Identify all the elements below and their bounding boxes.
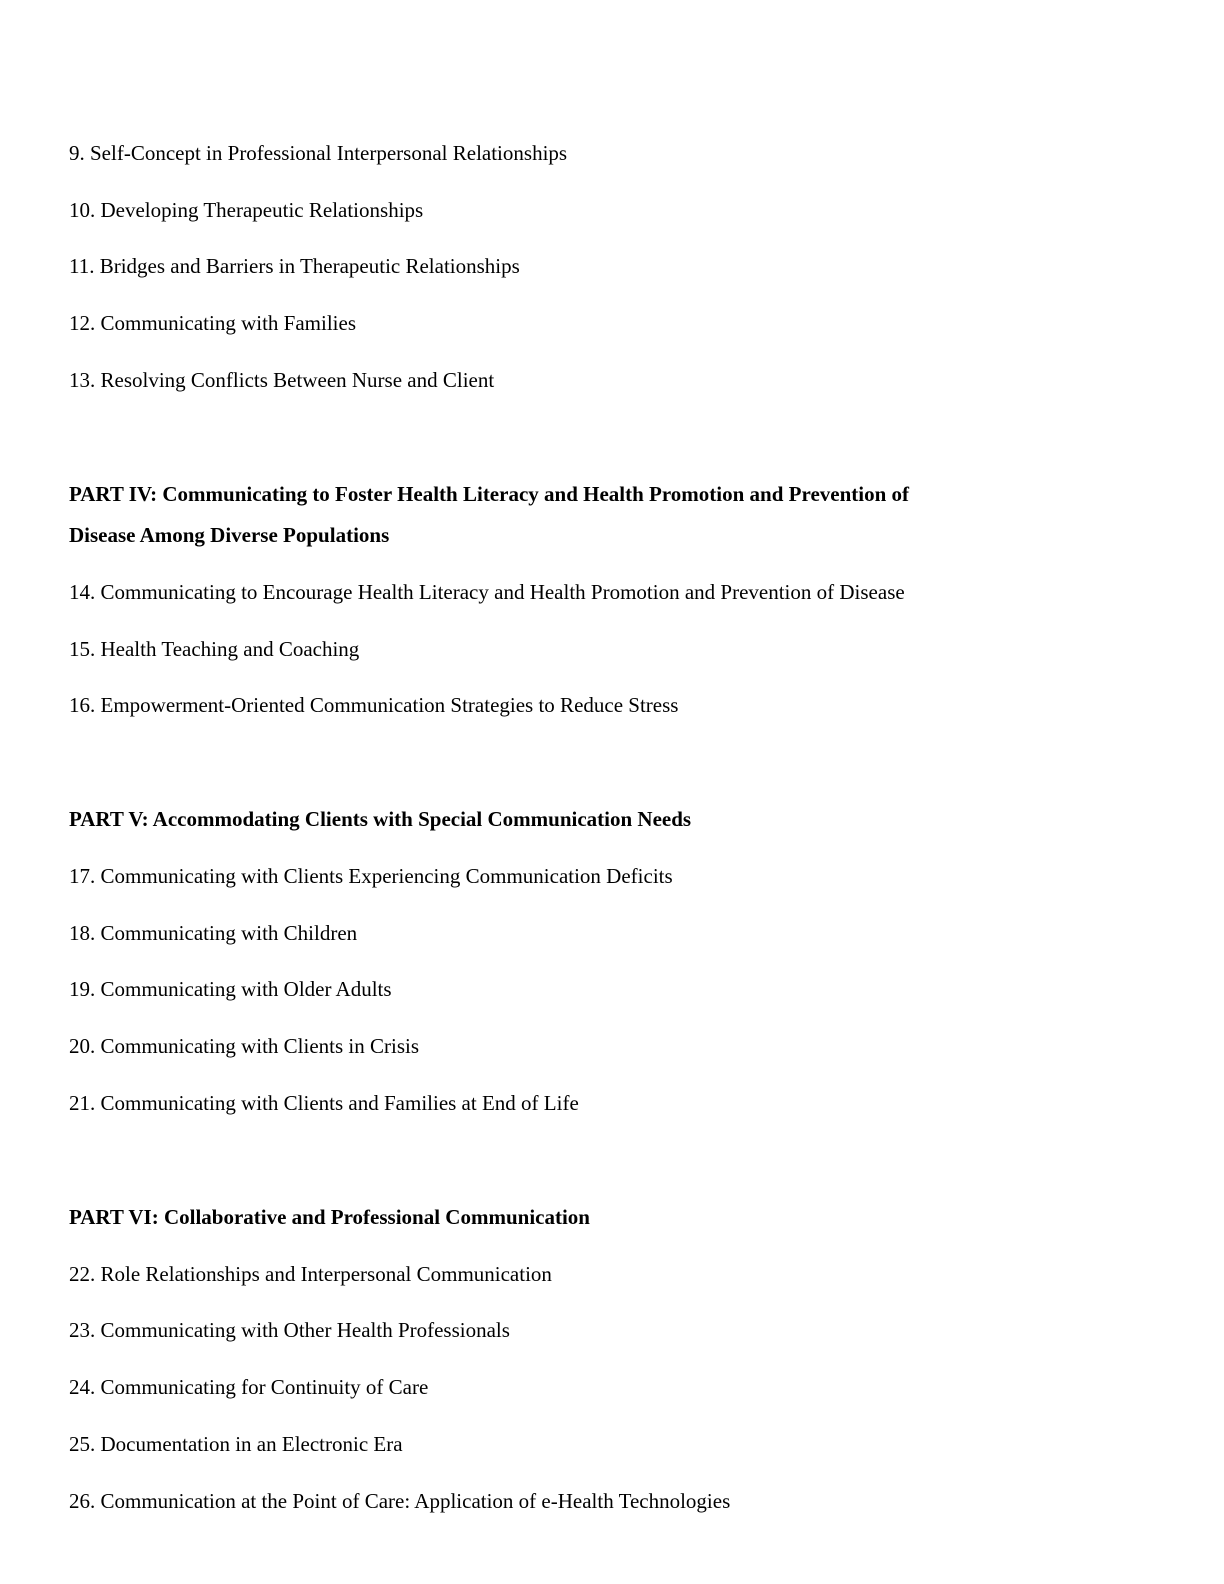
toc-entry-25: 25. Documentation in an Electronic Era: [69, 1432, 403, 1456]
toc-entry-18: 18. Communicating with Children: [69, 921, 358, 945]
toc-entry-14: 14. Communicating to Encourage Health Literacy and Health Promotion and Prevention of Disease: [69, 580, 905, 604]
toc-entry-24: 24. Communicating for Continuity of Care: [69, 1375, 429, 1399]
part-vi-heading: PART VI: Collaborative and Professional Communication: [69, 1205, 590, 1229]
toc-entry-17: 17. Communicating with Clients Experiencing Communication Deficits: [69, 864, 673, 888]
toc-entry-26: 26. Communication at the Point of Care: Application of e-Health Technologies: [69, 1489, 731, 1513]
toc-entry-20: 20. Communicating with Clients in Crisis: [69, 1034, 420, 1058]
part-iv-heading-line2: Disease Among Diverse Populations: [69, 523, 390, 547]
toc-entry-15: 15. Health Teaching and Coaching: [69, 637, 360, 661]
toc-entry-22: 22. Role Relationships and Interpersonal Communication: [69, 1262, 552, 1286]
toc-entry-19: 19. Communicating with Older Adults: [69, 977, 392, 1001]
toc-entry-11: 11. Bridges and Barriers in Therapeutic Relationships: [69, 254, 520, 278]
part-iv-heading-line1: PART IV: Communicating to Foster Health Literacy and Health Promotion and Prevention of: [69, 482, 910, 506]
toc-entry-23: 23. Communicating with Other Health Professionals: [69, 1318, 510, 1342]
toc-entry-21: 21. Communicating with Clients and Families at End of Life: [69, 1091, 579, 1115]
part-v-heading: PART V: Accommodating Clients with Special Communication Needs: [69, 807, 692, 831]
toc-entry-13: 13. Resolving Conflicts Between Nurse and Client: [69, 368, 495, 392]
toc-entry-10: 10. Developing Therapeutic Relationships: [69, 198, 424, 222]
toc-entry-16: 16. Empowerment-Oriented Communication Strategies to Reduce Stress: [69, 693, 679, 717]
toc-entry-12: 12. Communicating with Families: [69, 311, 356, 335]
toc-entry-9: 9. Self-Concept in Professional Interpersonal Relationships: [69, 141, 568, 165]
